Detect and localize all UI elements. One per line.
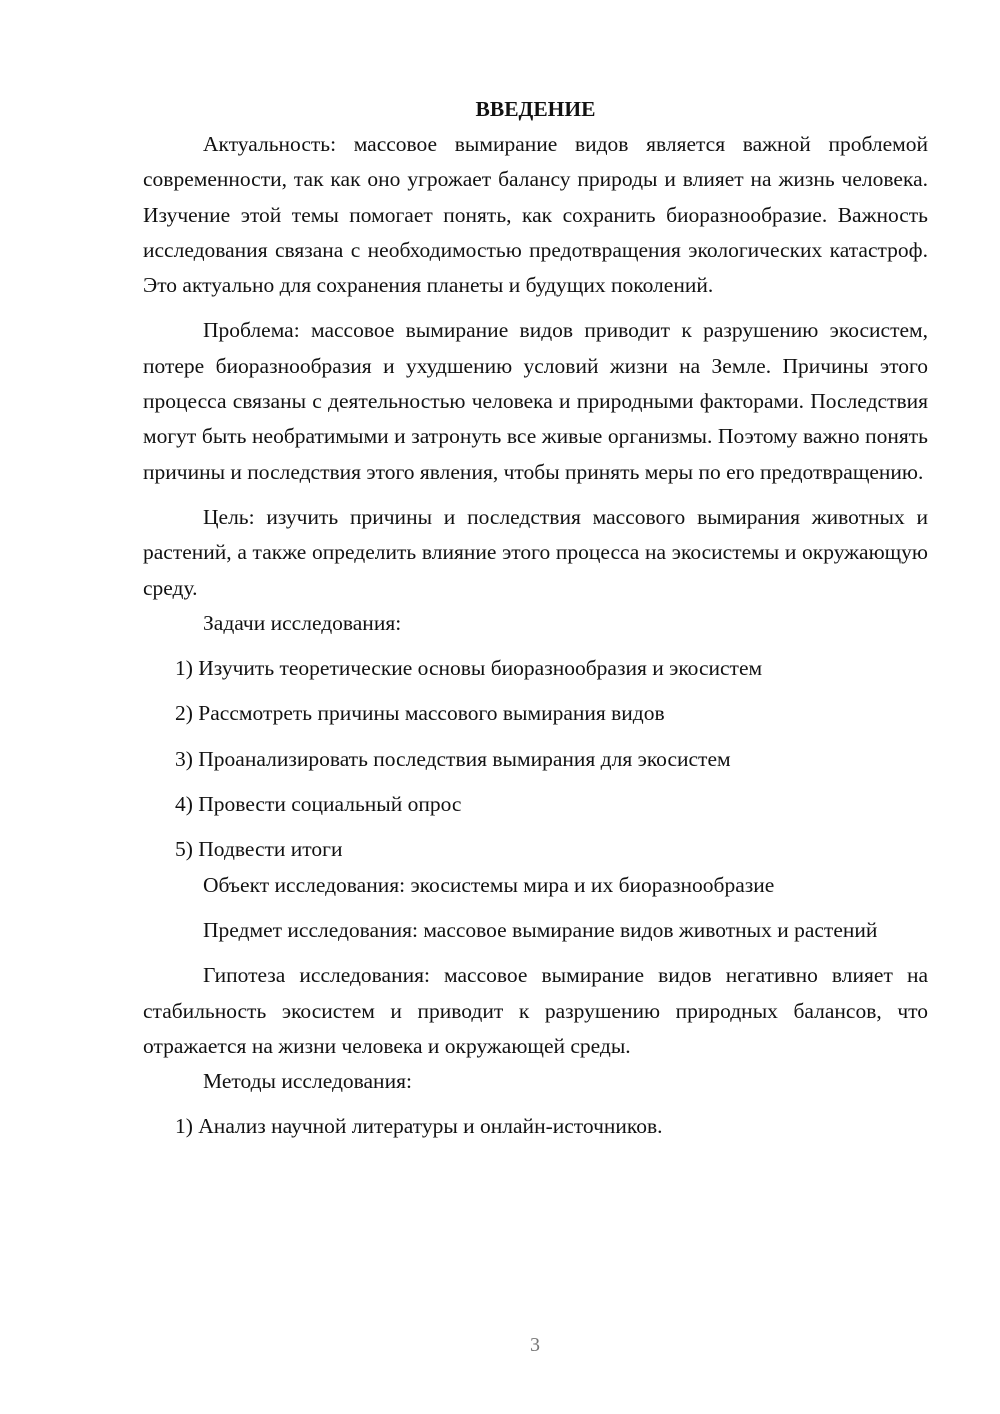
paragraph-problem: Проблема: массовое вымирание видов приводит к разрушению экосистем, потере биоразнообразия и ухудшению условий жизни на Земле. Причины этого процесса связаны с деятельностью человека и природными факторами. Последствия могут быть необратимыми и затронуть все живые организмы. Поэтому важно понять причины и последствия этого явления, чтобы принять меры по его предотвращению.: [143, 318, 928, 484]
methods-heading: Методы исследования:: [203, 1069, 412, 1094]
methods-list: [143, 1109, 928, 1144]
tasks-heading: Задачи исследования:: [203, 610, 402, 635]
paragraph-goal: Цель: изучить причины и последствия массового вымирания животных и растений, а также определить влияние этого процесса на экосистемы и окружающую среду.: [143, 504, 928, 600]
page-number: 3: [530, 1334, 540, 1356]
page-title: ВВЕДЕНИЕ: [475, 97, 596, 121]
paragraph-hypothesis: Гипотеза исследования: массовое вымирание видов негативно влияет на стабильность экосистем и приводит к разрушению природных балансов, что отражается на жизни человека и окружающей среды.: [143, 963, 928, 1058]
list-item: 3) Проанализировать последствия вымирания для экосистем: [175, 746, 731, 771]
list-item: 4) Провести социальный опрос: [175, 792, 462, 817]
list-item: 2) Рассмотреть причины массового вымирания видов: [175, 701, 665, 726]
paragraph-subject: Предмет исследования: массовое вымирание видов животных и растений: [203, 917, 878, 942]
page-content: [143, 92, 928, 1145]
list-item: 1) Изучить теоретические основы биоразнообразия и экосистем: [175, 656, 763, 681]
list-item: 1) Анализ научной литературы и онлайн-источников.: [175, 1114, 663, 1139]
list-item: 5) Подвести итоги: [175, 837, 343, 862]
paragraph-object: Объект исследования: экосистемы мира и их биоразнообразие: [203, 872, 775, 897]
paragraph-relevance: Актуальность: массовое вымирание видов является важной проблемой современности, так как оно угрожает балансу природы и влияет на жизнь человека. Изучение этой темы помогает понять, как сохранить биоразнообразие. Важность исследования связана с необходимостью предотвращения экологических катастроф. Это актуально для сохранения планеты и будущих поколений.: [143, 132, 928, 298]
tasks-list: [143, 651, 928, 867]
